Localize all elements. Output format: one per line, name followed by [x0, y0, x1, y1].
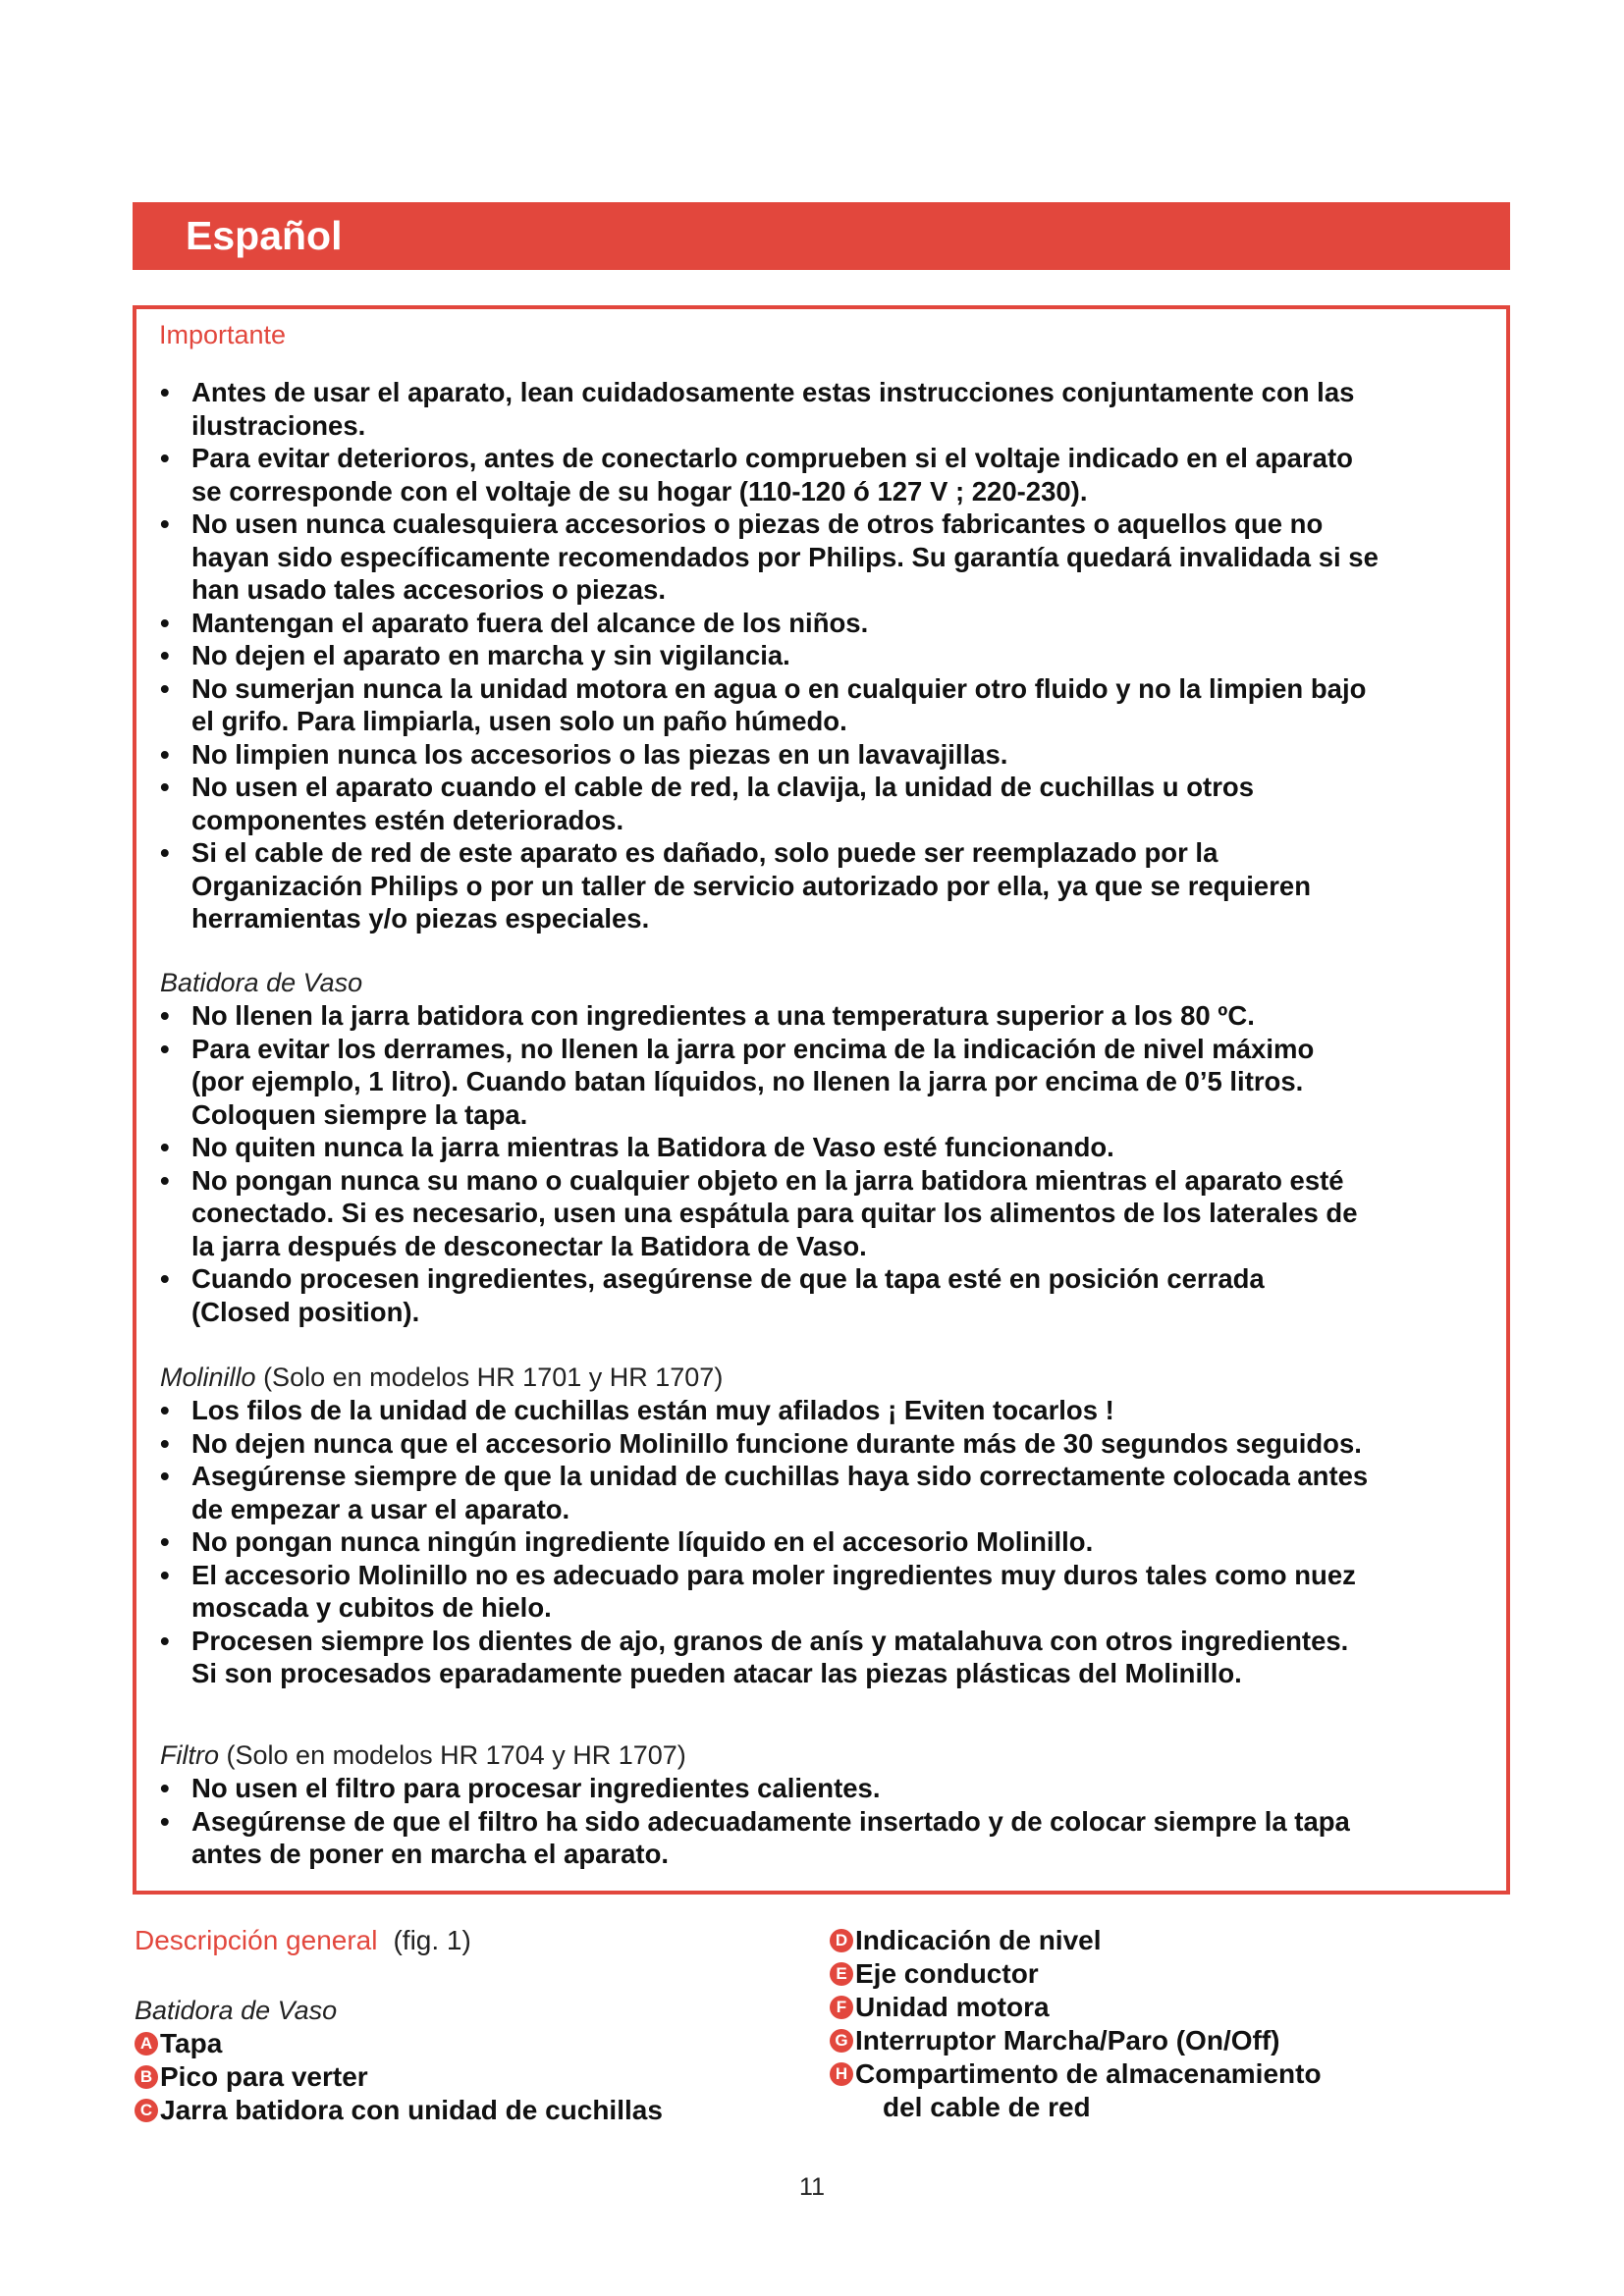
- general-description: [135, 1924, 743, 2127]
- blender-section: [156, 967, 1501, 1328]
- part-item-continuation: del cable de red: [883, 2092, 1091, 2122]
- general-warnings-list: [156, 376, 1501, 935]
- list-item: • Para evitar deterioros, antes de conectarlo comprueben si el voltaje indicado en el aparato se corresponde con el voltaje de su hogar (110-120 ó 127 V ; 220-230).: [160, 443, 1353, 507]
- list-item: • Procesen siempre los dientes de ajo, granos de anís y matalahuva con otros ingredientes. Si son procesados eparadamente pueden atacar las piezas plásticas del Molinillo.: [160, 1625, 1349, 1688]
- list-item: • No dejen nunca que el accesorio Molinillo funcione durante más de 30 segundos seguidos.: [160, 1427, 1362, 1459]
- list-item: • Mantengan el aparato fuera del alcance de los niños.: [160, 607, 869, 638]
- language-header-bar: [133, 202, 1510, 270]
- filter-heading: Filtro (Solo en modelos HR 1704 y HR 1707): [160, 1740, 686, 1770]
- list-item: • Antes de usar el aparato, lean cuidadosamente estas instrucciones conjuntamente con las ilustraciones.: [160, 377, 1355, 441]
- important-title: Importante: [159, 320, 287, 349]
- list-item: • No usen nunca cualesquiera accesorios o piezas de otros fabricantes o aquellos que no hayan sido específicamente recomendados por Philips. Su garantía quedará invalidada si se han usado tales accesorios o piezas.: [160, 508, 1379, 605]
- list-item: • Cuando procesen ingredientes, asegúrense de que la tapa esté en posición cerrada (Closed position).: [160, 1263, 1265, 1327]
- letter-a-icon: A: [135, 2032, 158, 2056]
- letter-c-icon: C: [135, 2099, 158, 2122]
- part-item: C Jarra batidora con unidad de cuchillas: [135, 2094, 743, 2127]
- list-item: • Para evitar los derrames, no llenen la jarra por encima de la indicación de nivel máximo (por ejemplo, 1 litro). Cuando batan líquidos, no llenen la jarra por encima de 0’5 litros. Coloquen siempre la tapa.: [160, 1033, 1315, 1130]
- list-item: • No usen el aparato cuando el cable de red, la clavija, la unidad de cuchillas u otros componentes estén deteriorados.: [160, 772, 1254, 835]
- list-item: • El accesorio Molinillo no es adecuado para moler ingredientes muy duros tales como nuez moscada y cubitos de hielo.: [160, 1559, 1356, 1623]
- description-subheading: Batidora de Vaso: [135, 1996, 338, 2025]
- list-item: • Si el cable de red de este aparato es dañado, solo puede ser reemplazado por la Organización Philips o por un taller de servicio autorizado por ella, ya que se requieren herramientas y/o piezas especiales.: [160, 837, 1312, 934]
- list-item: • No sumerjan nunca la unidad motora en agua o en cualquier otro fluido y no la limpien bajo el grifo. Para limpiarla, usen solo un paño húmedo.: [160, 672, 1367, 736]
- blender-warnings-list: [156, 999, 1501, 1328]
- list-item: • No dejen el aparato en marcha y sin vigilancia.: [160, 640, 790, 670]
- page-number: 11: [799, 2173, 825, 2201]
- part-item: F Unidad motora: [830, 1991, 1517, 2024]
- mill-section: [156, 1362, 1501, 1690]
- list-item: • No pongan nunca su mano o cualquier objeto en la jarra batidora mientras el aparato esté conectado. Si es necesario, usen una espátula para quitar los alimentos de los laterales de la jarra después de desconectar la Batidora de Vaso.: [160, 1164, 1358, 1261]
- letter-h-icon: H: [830, 2062, 853, 2086]
- language-title: Español: [186, 213, 343, 258]
- parts-list-right: [830, 1924, 1517, 2124]
- part-item: G Interruptor Marcha/Paro (On/Off): [830, 2024, 1517, 2057]
- list-item: • Los filos de la unidad de cuchillas están muy afilados ¡ Eviten tocarlos !: [160, 1395, 1114, 1425]
- letter-g-icon: G: [830, 2029, 853, 2053]
- general-warnings: [156, 376, 1501, 935]
- list-item: • Asegúrense siempre de que la unidad de cuchillas haya sido correctamente colocada antes de empezar a usar el aparato.: [160, 1461, 1369, 1524]
- parts-list-left: [135, 2027, 743, 2127]
- filter-section: [156, 1739, 1501, 1871]
- list-item: • Asegúrense de que el filtro ha sido adecuadamente insertado y de colocar siempre la tapa antes de poner en marcha el aparato.: [160, 1805, 1350, 1869]
- letter-b-icon: B: [135, 2065, 158, 2089]
- list-item: • No llenen la jarra batidora con ingredientes a una temperatura superior a los 80 ºC.: [160, 1000, 1255, 1031]
- letter-e-icon: E: [830, 1962, 853, 1986]
- important-box: [133, 305, 1510, 1895]
- list-item: • No limpien nunca los accesorios o las piezas en un lavavajillas.: [160, 738, 1008, 770]
- part-item: H Compartimento de almacenamiento: [830, 2057, 1517, 2091]
- filter-warnings-list: [156, 1772, 1501, 1871]
- blender-heading: Batidora de Vaso: [160, 968, 363, 997]
- letter-d-icon: D: [830, 1929, 853, 1952]
- part-item: E Eje conductor: [830, 1957, 1517, 1991]
- mill-warnings-list: [156, 1394, 1501, 1690]
- list-item: • No quiten nunca la jarra mientras la Batidora de Vaso esté funcionando.: [160, 1132, 1114, 1162]
- part-item: A Tapa: [135, 2027, 743, 2060]
- parts-list-right-column: [830, 1924, 1517, 2124]
- part-item: B Pico para verter: [135, 2060, 743, 2094]
- mill-heading: Molinillo (Solo en modelos HR 1701 y HR 1707): [160, 1362, 724, 1392]
- letter-f-icon: F: [830, 1996, 853, 2019]
- part-item: D Indicación de nivel: [830, 1924, 1517, 1957]
- description-title: Descripción general (fig. 1): [135, 1925, 471, 1955]
- list-item: • No usen el filtro para procesar ingredientes calientes.: [160, 1773, 881, 1803]
- list-item: • No pongan nunca ningún ingrediente líquido en el accesorio Molinillo.: [160, 1526, 1094, 1557]
